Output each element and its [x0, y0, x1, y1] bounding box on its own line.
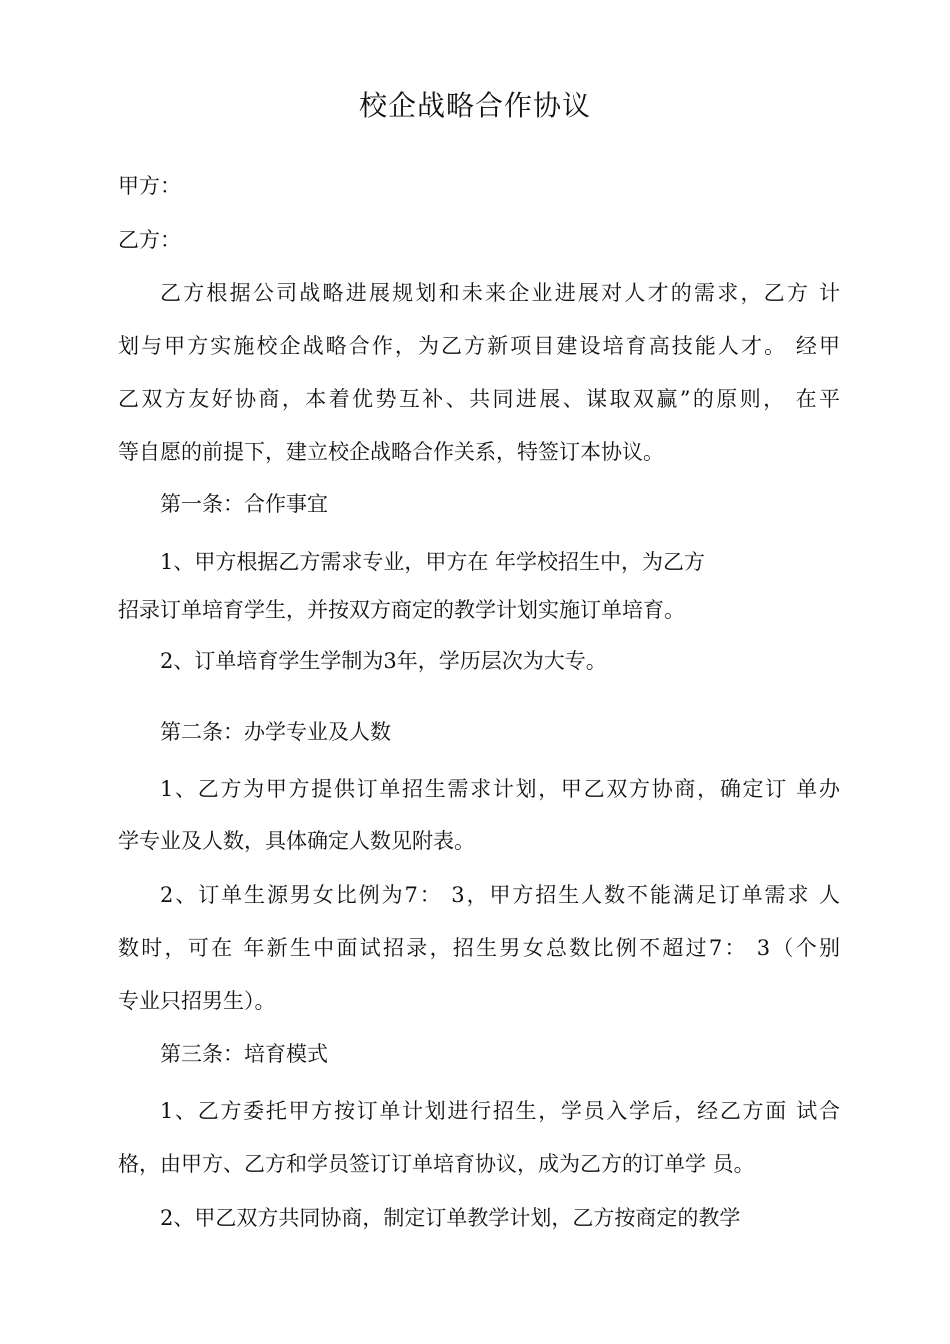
- intro-line-1: 乙方根据公司战略进展规划和未来企业进展对人才的需求，乙方 计: [160, 281, 840, 305]
- article3-item2: 2、甲乙双方共同协商，制定订单教学计划，乙方按商定的教学: [160, 1206, 741, 1230]
- article3-item1-line-2: 格，由甲方、乙方和学员签订订单培育协议，成为乙方的订单学 员。: [118, 1152, 755, 1176]
- article1-item1-line-2: 招录订单培育学生，并按双方商定的教学计划实施订单培育。: [118, 598, 685, 622]
- intro-line-4: 等自愿的前提下，建立校企战略合作关系，特签订本协议。: [118, 440, 664, 464]
- article2-item2-line-1: 2、订单生源男女比例为7： 3，甲方招生人数不能满足订单需求 人: [160, 883, 840, 907]
- article1-item2: 2、订单培育学生学制为3年，学历层次为大专。: [160, 649, 607, 673]
- party-b-label: 乙方：: [118, 228, 181, 252]
- intro-line-2: 划与甲方实施校企战略合作，为乙方新项目建设培育高技能人才。 经甲: [118, 334, 840, 358]
- article2-item1-line-1: 1、乙方为甲方提供订单招生需求计划，甲乙双方协商，确定订 单办: [160, 777, 840, 801]
- document-title: 校企战略合作协议: [358, 89, 591, 122]
- article2-item2-line-2: 数时，可在 年新生中面试招录，招生男女总数比例不超过7： 3（个别: [118, 936, 840, 960]
- article3-item1-line-1: 1、乙方委托甲方按订单计划进行招生，学员入学后，经乙方面 试合: [160, 1099, 840, 1123]
- article1-heading: 第一条：合作事宜: [160, 492, 328, 516]
- article2-item2-line-3: 专业只招男生）。: [118, 989, 276, 1013]
- intro-line-3: 乙双方友好协商，本着优势互补、共同进展、谋取双赢”的原则， 在平: [118, 387, 840, 411]
- article2-item1-line-2: 学专业及人数，具体确定人数见附表。: [118, 829, 475, 853]
- article2-heading: 第二条：办学专业及人数: [160, 720, 391, 744]
- article3-heading: 第三条：培育模式: [160, 1042, 328, 1066]
- party-a-label: 甲方：: [118, 174, 181, 198]
- article1-item1-line-1: 1、甲方根据乙方需求专业，甲方在 年学校招生中，为乙方: [160, 550, 706, 574]
